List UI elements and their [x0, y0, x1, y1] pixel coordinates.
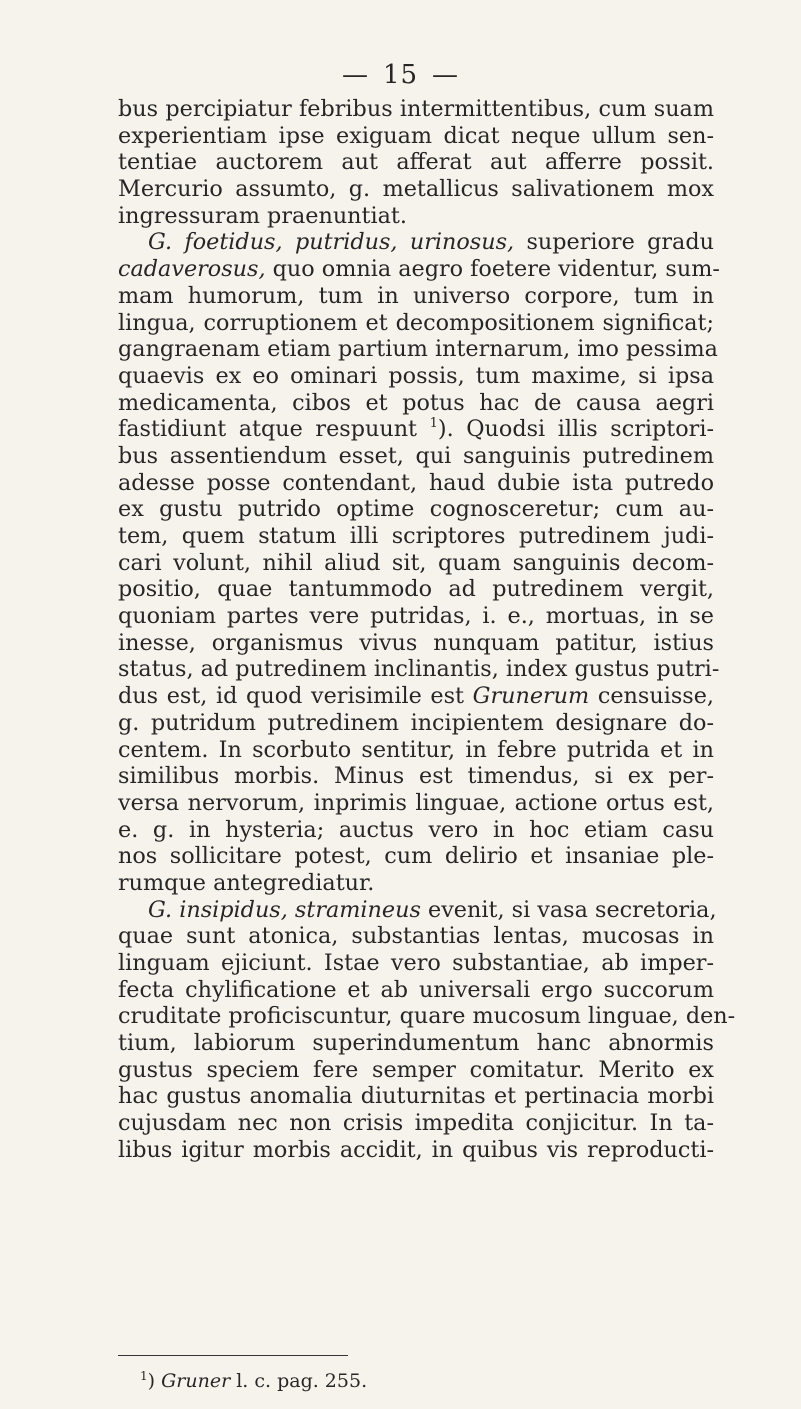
term-label: G.	[148, 229, 173, 256]
text-line: versa nervorum, inprimis linguae, actione ortus est,	[118, 789, 714, 816]
text-line: rumque antegrediatur.	[118, 869, 375, 896]
text-line: centem. In scorbuto sentitur, in febre putrida et in	[118, 736, 714, 763]
text-line: linguam ejiciunt. Istae vero substantiae, ab imper-	[118, 950, 714, 976]
text-line: mam humorum, tum in universo corpore, tum in	[118, 282, 714, 309]
text-line: G. foetidus, putridus, urinosus, superiore gradu	[148, 229, 714, 256]
text-line: positio, quae tantummodo ad putredinem vergit,	[118, 576, 714, 603]
text-line: lingua, corruptionem et decompositionem significat;	[118, 309, 714, 336]
text-line: libus igitur morbis accidit, in quibus vis reproducti-	[118, 1136, 714, 1163]
text-line: inesse, organismus vivus nunquam patitur, istius	[118, 629, 714, 656]
text-line: e. g. in hysteria; auctus vero in hoc etiam casu	[118, 816, 714, 843]
text-line: cari volunt, nihil aliud sit, quam sanguinis decom-	[118, 549, 714, 576]
text-line: tentiae auctorem aut afferat aut afferre possit.	[118, 149, 714, 176]
text-line: bus assentiendum esset, qui sanguinis putredinem	[118, 442, 714, 469]
term: putridus,	[294, 229, 398, 256]
author-name: Grunerum	[472, 683, 590, 710]
page-number: 15	[382, 60, 419, 90]
text-line: dus est, id quod verisimile est Grunerum censuisse,	[118, 683, 714, 710]
text-line: tium, labiorum superindumentum hanc abnormis	[118, 1030, 714, 1057]
text-line: G. insipidus, stramineus evenit, si vasa secretoria,	[148, 896, 717, 923]
text-line: cujusdam nec non crisis impedita conjicitur. In ta-	[118, 1110, 714, 1137]
footnote-author: Gruner	[161, 1370, 231, 1392]
text-line: bus percipiatur febribus intermittentibus, cum suam	[118, 96, 714, 122]
text-line: adesse posse contendant, haud dubie ista putredo	[118, 469, 714, 496]
term-label: G.	[148, 896, 173, 923]
term: cadaverosus,	[118, 256, 266, 283]
text-line: experientiam ipse exiguam dicat neque ullum sen-	[118, 122, 714, 149]
header-dash-right: —	[432, 60, 460, 90]
main-text	[118, 96, 736, 1164]
text-line: nos sollicitare potest, cum delirio et insaniae ple-	[118, 843, 714, 870]
text-line: cadaverosus, quo omnia aegro foetere videntur, sum-	[118, 256, 720, 283]
footnote-marker: 1	[429, 416, 438, 432]
text-line: Mercurio assumto, g. metallicus salivationem mox	[118, 176, 714, 203]
text-line: gangraenam etiam partium internarum, imo pessima	[118, 336, 718, 363]
header-dash-left: —	[341, 60, 369, 90]
footnote: $^1$) Gruner l. c. pag. 255.	[140, 1369, 368, 1392]
text-line: quaevis ex eo ominari possis, tum maxime, si ipsa	[118, 362, 714, 389]
page-number-header	[0, 60, 801, 90]
text-line: similibus morbis. Minus est timendus, si ex per-	[118, 763, 714, 790]
term: foetidus,	[184, 229, 283, 256]
term: urinosus,	[409, 229, 515, 256]
text-line: g. putridum putredinem incipientem designare do-	[118, 709, 714, 736]
term: insipidus, stramineus	[179, 896, 421, 923]
text-line: ex gustu putrido optime cognosceretur; cum au-	[118, 496, 714, 523]
text-line: hac gustus anomalia diuturnitas et pertinacia morbi	[118, 1083, 714, 1110]
text-line: cruditate proficiscuntur, quare mucosum linguae, den-	[118, 1003, 736, 1030]
footnote-reference: l. c. pag. 255.	[236, 1370, 368, 1392]
text-line: fecta chylificatione et ab universali ergo succorum	[118, 976, 714, 1003]
text-line: ingressuram praenuntiat.	[118, 202, 407, 229]
text-line: quoniam partes vere putridas, i. e., mortuas, in se	[118, 603, 714, 630]
text-line: medicamenta, cibos et potus hac de causa aegri	[118, 389, 714, 416]
text-line: quae sunt atonica, substantias lentas, mucosas in	[118, 923, 714, 950]
footnote-number: 1	[140, 1369, 148, 1383]
text-line: tem, quem statum illi scriptores putredinem judi-	[118, 523, 714, 549]
footnote-divider	[118, 1355, 348, 1356]
text-line: fastidiunt atque respuunt $^1$). Quodsi illis scriptori-	[118, 416, 714, 443]
text-line: gustus speciem fere semper comitatur. Merito ex	[118, 1056, 714, 1083]
text-line: status, ad putredinem inclinantis, index gustus putri-	[118, 656, 720, 683]
